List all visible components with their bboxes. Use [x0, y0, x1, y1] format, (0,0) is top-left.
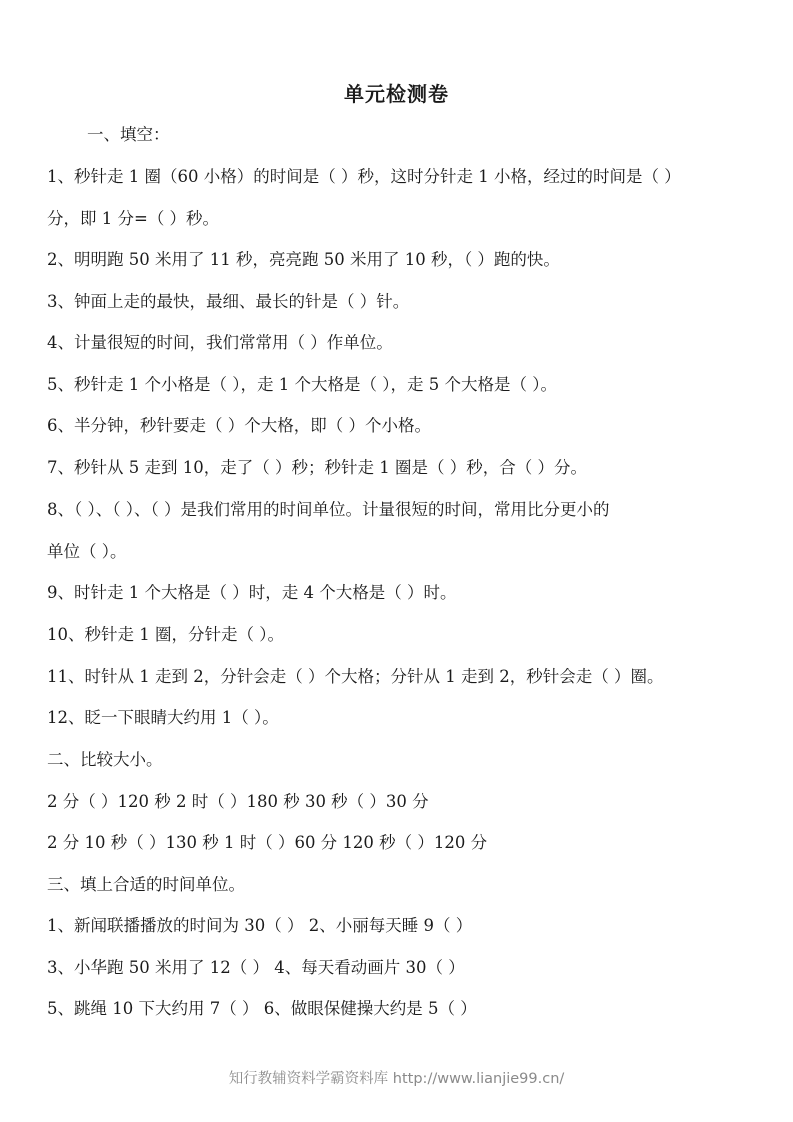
- compare-line: 2 分（ ）120 秒 2 时（ ）180 秒 30 秒（ ）30 分: [47, 792, 429, 811]
- question-line: 5、秒针走 1 个小格是（ ），走 1 个大格是（ ），走 5 个大格是（ ）。: [47, 375, 557, 394]
- units-line: 3、小华跑 50 米用了 12（ ） 4、每天看动画片 30（ ）: [47, 958, 465, 977]
- compare-line: 2 分 10 秒（ ）130 秒 1 时（ ）60 分 120 秒（ ）120 分: [47, 833, 488, 852]
- question-line: 单位（ ）。: [47, 542, 127, 561]
- units-line: 1、新闻联播播放的时间为 30（ ） 2、小丽每天睡 9（ ）: [47, 916, 473, 935]
- page-title: 单元检测卷: [344, 82, 449, 106]
- section-heading-units: 三、填上合适的时间单位。: [47, 875, 245, 894]
- question-line: 9、时针走 1 个大格是（ ）时，走 4 个大格是（ ）时。: [47, 583, 457, 602]
- question-line: 11、时针从 1 走到 2，分针会走（ ）个大格；分针从 1 走到 2，秒针会走（ ）圈。: [47, 667, 664, 686]
- question-line: 8、（ ）、（ ）、（ ）是我们常用的时间单位。计量很短的时间，常用比分更小的: [47, 500, 610, 519]
- question-line: 分，即 1 分=（ ）秒。: [47, 209, 220, 228]
- question-line: 6、半分钟，秒针要走（ ）个大格，即（ ）个小格。: [47, 416, 431, 435]
- question-line: 2、明明跑 50 米用了 11 秒，亮亮跑 50 米用了 10 秒，（ ）跑的快。: [47, 250, 560, 269]
- section-heading-compare: 二、比较大小。: [47, 750, 163, 769]
- question-line: 4、计量很短的时间，我们常常用（ ）作单位。: [47, 333, 393, 352]
- question-line: 12、眨一下眼睛大约用 1（ ）。: [47, 708, 279, 727]
- section-heading-fill-blank: 一、填空：: [87, 125, 170, 144]
- question-line: 7、秒针从 5 走到 10，走了（ ）秒；秒针走 1 圈是（ ）秒，合（ ）分。: [47, 458, 587, 477]
- units-line: 5、跳绳 10 下大约用 7（ ） 6、做眼保健操大约是 5（ ）: [47, 999, 477, 1018]
- question-line: 10、秒针走 1 圈，分针走（ ）。: [47, 625, 284, 644]
- question-line: 1、秒针走 1 圈（60 小格）的时间是（ ）秒，这时分针走 1 小格，经过的时间是（ ）: [47, 167, 681, 186]
- question-line: 3、钟面上走的最快，最细、最长的针是（ ）针。: [47, 292, 410, 311]
- footer-watermark: 知行教辅资料学霸资料库 http://www.lianjie99.cn/: [228, 1071, 565, 1087]
